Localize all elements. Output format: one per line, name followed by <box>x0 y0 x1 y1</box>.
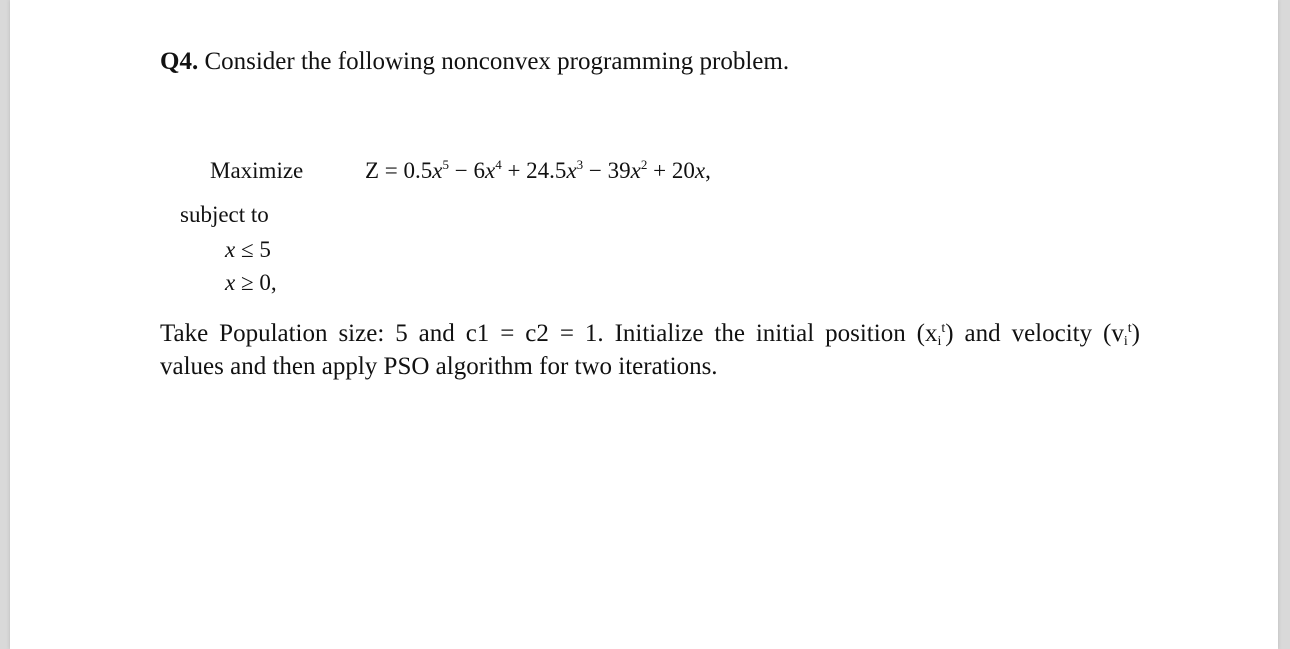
constraint-var: x <box>225 237 236 262</box>
constraint-upper <box>225 237 271 263</box>
objective-term: − 39 <box>583 158 631 183</box>
objective-term: + 24.5 <box>501 158 567 183</box>
constraint-var: x <box>225 270 236 295</box>
objective-exponent: 3 <box>576 157 584 172</box>
objective-exponent: 5 <box>442 157 449 172</box>
constraint-relation: ≤ 5 <box>235 237 271 262</box>
instruction-paragraph <box>160 317 1140 383</box>
constraint-lower <box>225 270 277 296</box>
instruction-line-2: values and then apply PSO algorithm for two iterations. <box>160 353 718 380</box>
instruction-line-1 <box>160 317 1140 350</box>
subject-to-label: subject to <box>180 202 269 227</box>
objective-term: − 6 <box>449 158 485 183</box>
objective-var: x <box>432 158 443 183</box>
objective-exponent: 4 <box>495 157 502 172</box>
question-heading <box>160 48 789 76</box>
subscript-i: i <box>1123 334 1128 349</box>
objective-var: x <box>630 158 641 183</box>
instruction-text: ) and velocity (v <box>945 320 1124 347</box>
instruction-text: ) <box>1131 320 1140 347</box>
objective-term: + 20 <box>647 158 695 183</box>
question-intro: Consider the following nonconvex programming problem. <box>204 48 790 75</box>
superscript-t: t <box>941 321 946 336</box>
subscript-i: i <box>937 334 942 349</box>
objective-function <box>365 158 711 184</box>
objective-term: Z = 0.5 <box>365 158 433 183</box>
question-number: Q4. <box>160 48 199 75</box>
objective-exponent: 2 <box>640 157 648 172</box>
objective-term: , <box>705 158 711 183</box>
objective-var: x <box>566 158 577 183</box>
superscript-t: t <box>1127 321 1132 336</box>
objective-var: x <box>694 158 706 183</box>
objective-var: x <box>484 158 496 183</box>
constraint-relation: ≥ 0, <box>235 270 277 295</box>
document-page <box>10 0 1278 649</box>
maximize-label: Maximize <box>210 158 304 183</box>
instruction-text: Take Population size: 5 and c1 = c2 = 1. Initialize the initial position (x <box>160 320 938 347</box>
